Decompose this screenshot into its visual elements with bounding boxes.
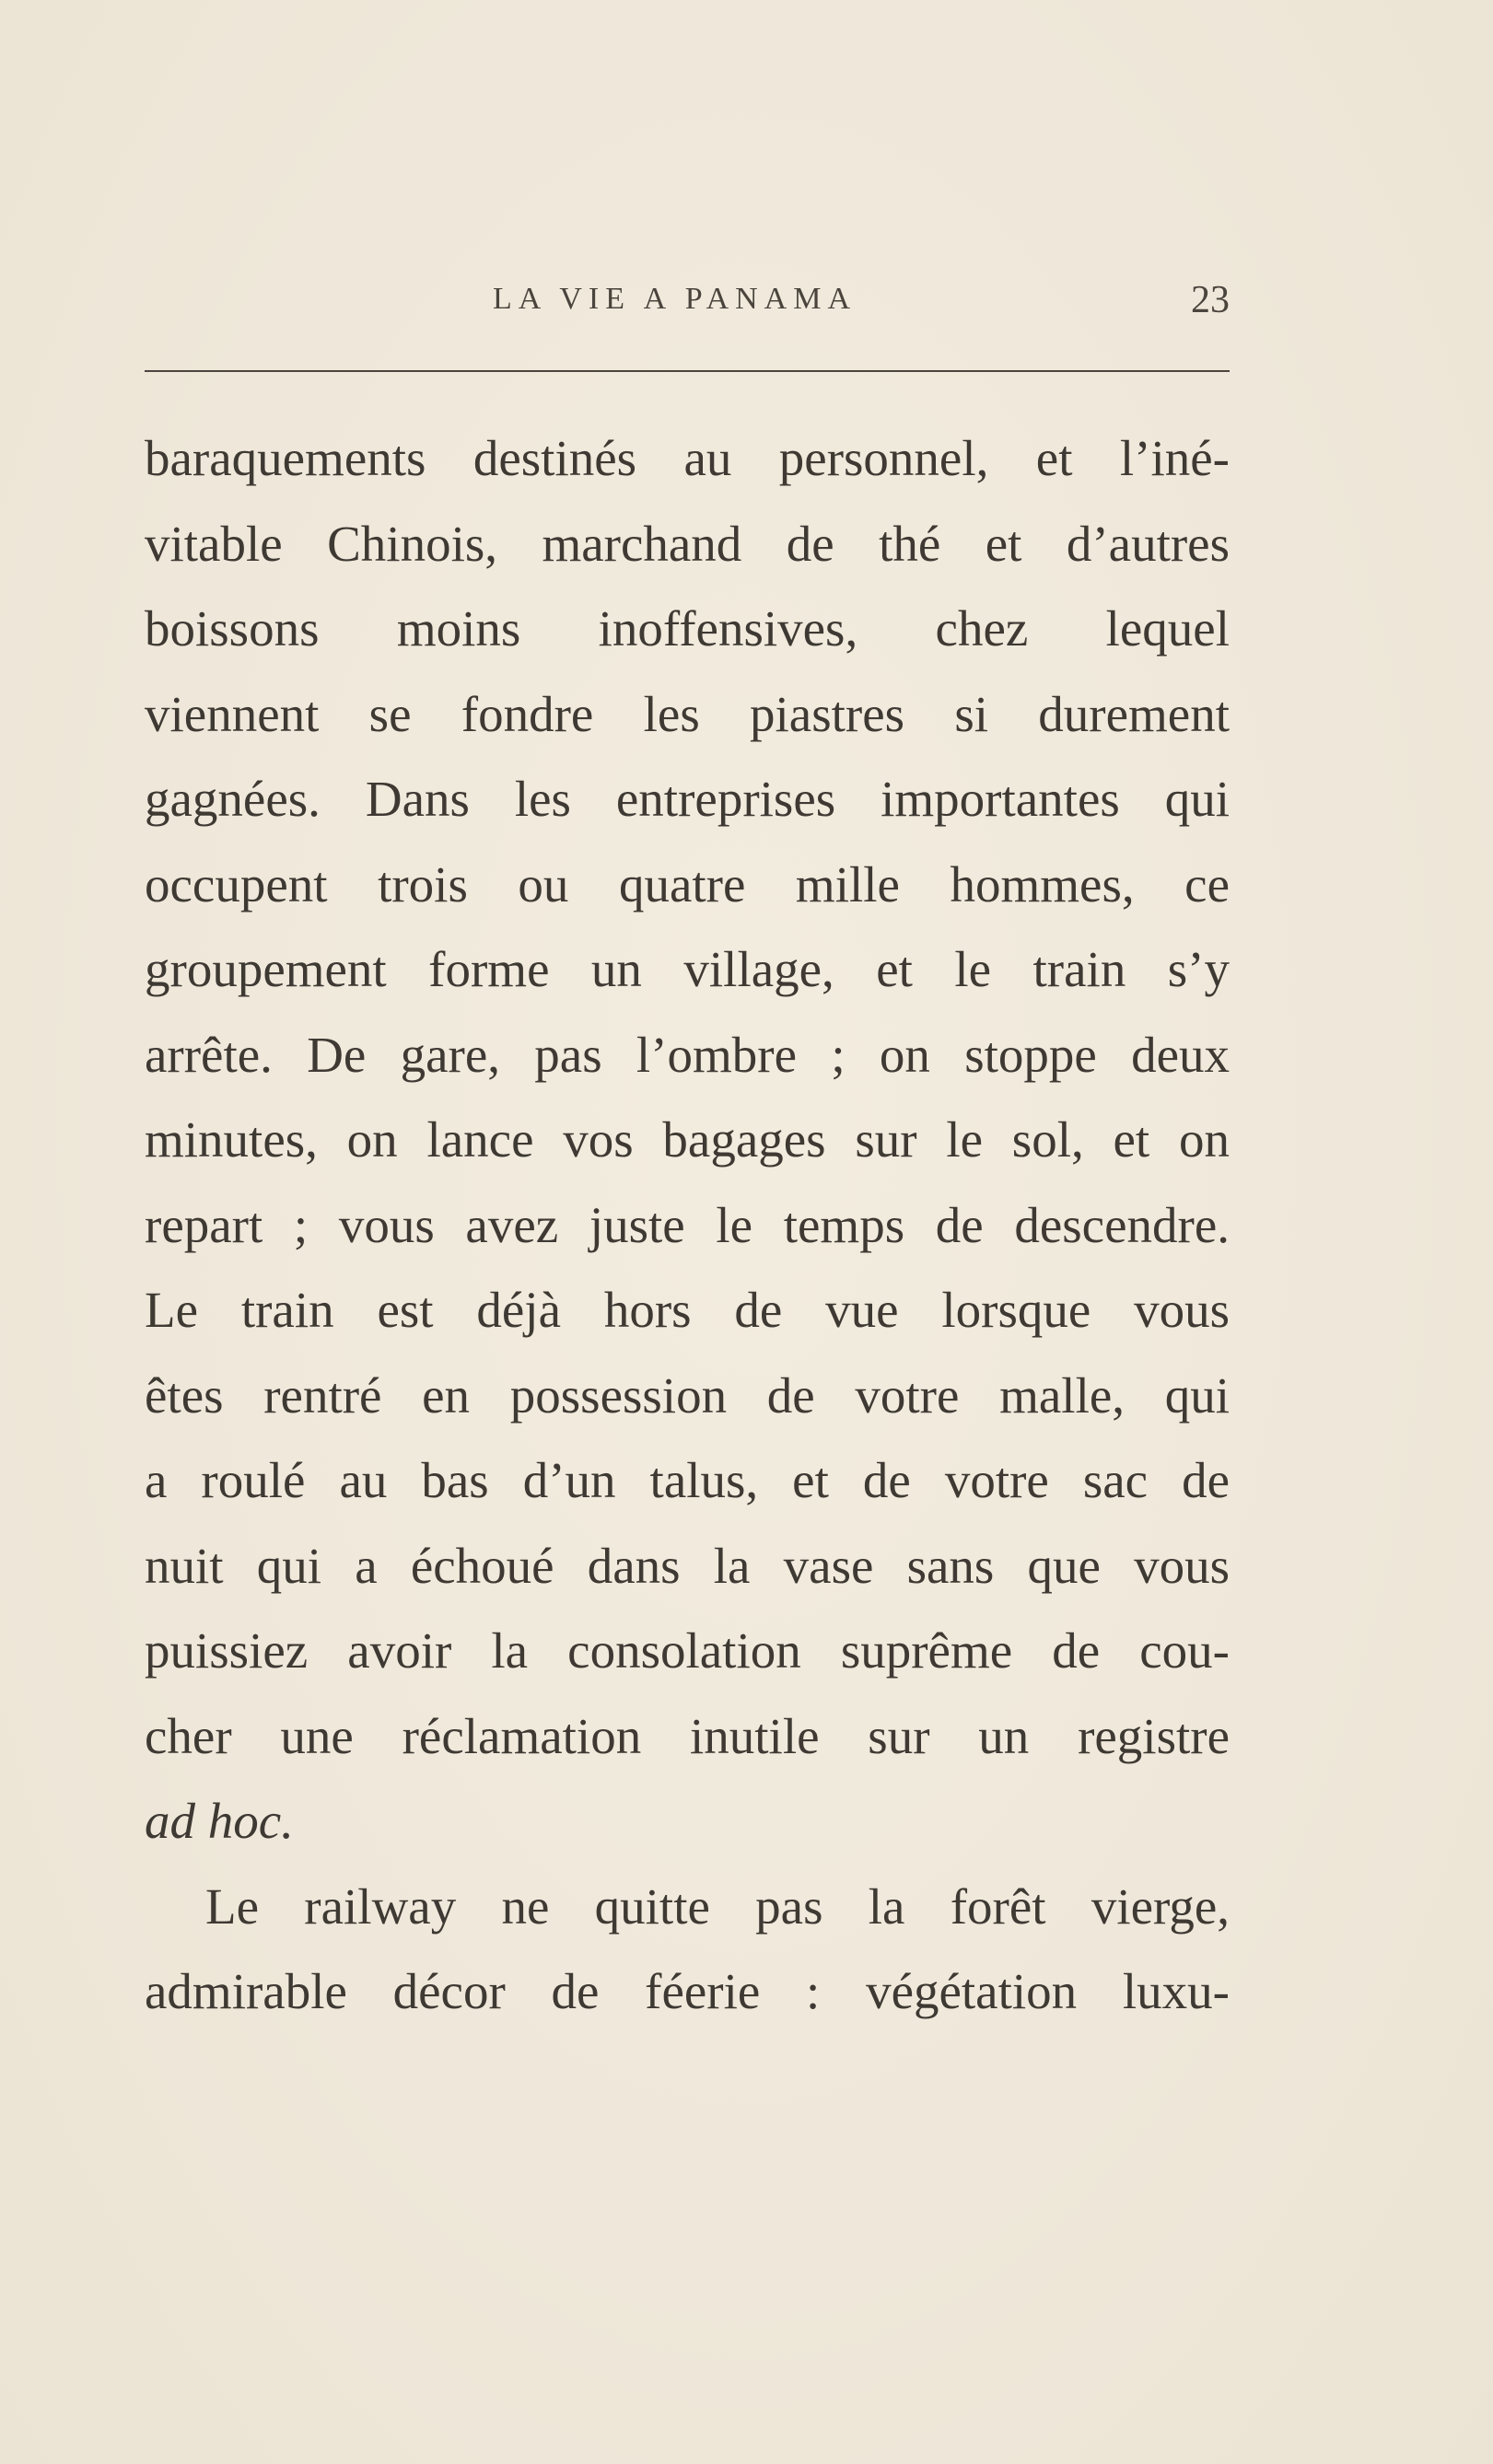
text-line: vitable Chinois, marchand de thé et d’autres [145,515,1230,572]
text-line: baraquements destinés au personnel, et l’iné- [145,430,1230,486]
body-text [145,416,1230,2035]
paragraph-start-line: Le railway ne quitte pas la forêt vierge, [205,1877,1230,1935]
text-line: cher une réclamation inutile sur un registre [145,1707,1230,1764]
text-line: Le train est déjà hors de vue lorsque vous [145,1282,1230,1338]
text-line: viennent se fondre les piastres si durement [145,685,1230,742]
text-line: occupent trois ou quatre mille hommes, ce [145,855,1230,912]
page-number: 23 [1191,279,1230,321]
text-line: arrête. De gare, pas l’ombre ; on stoppe deux [145,1026,1230,1083]
running-head [145,278,1230,333]
text-line: a roulé au bas d’un talus, et de votre sac de [145,1452,1230,1508]
text-line: boissons moins inoffensives, chez lequel [145,600,1230,657]
text-line: puissiez avoir la consolation suprême de cou- [145,1622,1230,1679]
text-line-italic: ad hoc. [145,1793,294,1849]
running-title: LA VIE A PANAMA [493,282,857,316]
text-line: admirable décor de féerie : végétation luxu- [145,1963,1230,2019]
text-line: gagnées. Dans les entreprises importantes qui [145,771,1230,827]
text-line: groupement forme un village, et le train s’y [145,941,1230,997]
text-line: êtes rentré en possession de votre malle, qui [145,1366,1230,1424]
text-line: nuit qui a échoué dans la vase sans que vous [145,1537,1230,1594]
text-line: repart ; vous avez juste le temps de descendre. [145,1196,1230,1253]
text-line: minutes, on lance vos bagages sur le sol, et on [145,1111,1230,1168]
header-rule [145,370,1230,372]
